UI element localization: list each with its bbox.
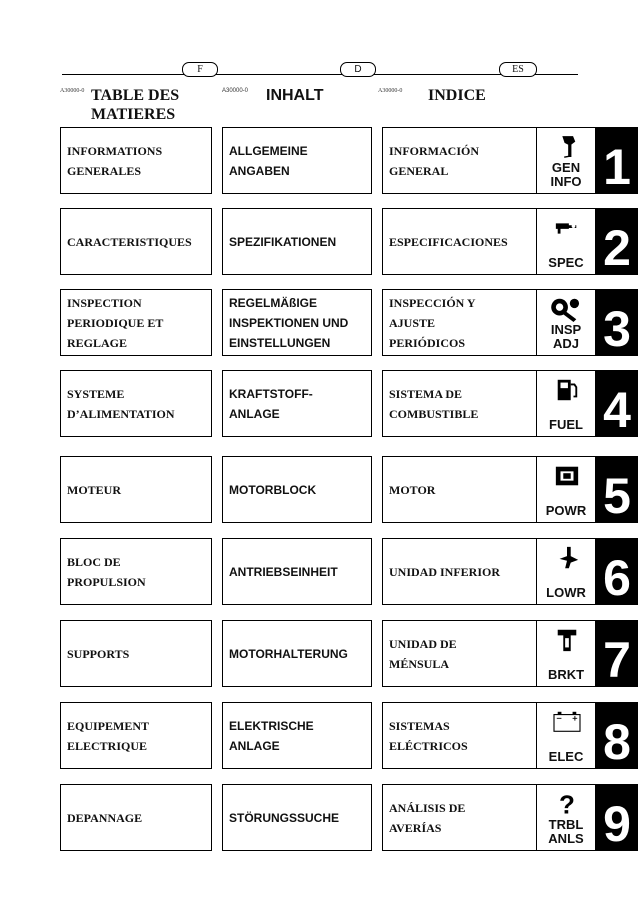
section-abbreviation: POWR xyxy=(545,503,587,518)
chapter-tab xyxy=(596,702,638,769)
code-de: A30000-0 xyxy=(222,88,249,94)
chapter-tab xyxy=(596,370,638,437)
section-abbreviation: BRKT xyxy=(547,667,585,682)
toc-entry-label: ANÁLISIS DE AVERÍAS xyxy=(389,800,466,835)
toc-entry-label: MOTORHALTERUNG xyxy=(229,646,348,661)
title-fr: TABLE DES MATIERES xyxy=(91,87,180,123)
section-abbreviation: ELEC xyxy=(548,749,584,764)
toc-entry-label: ESPECIFICACIONES xyxy=(389,234,508,249)
toc-entry-es xyxy=(382,620,596,687)
toc-entry-fr xyxy=(60,456,212,523)
toc-entry-label: KRAFTSTOFF- ANLAGE xyxy=(229,386,313,421)
toc-entry-fr xyxy=(60,370,212,437)
toc-entry-label: SYSTEME D’ALIMENTATION xyxy=(67,386,175,421)
section-abbreviation: GEN INFO xyxy=(550,160,582,189)
chapter-tab xyxy=(596,538,638,605)
chapter-number: 6 xyxy=(603,550,631,606)
toc-entry-de xyxy=(222,538,372,605)
question-mark-icon xyxy=(547,791,587,817)
battery-icon xyxy=(547,709,587,735)
section-icon-box xyxy=(536,702,596,769)
toc-entry-es xyxy=(382,370,596,437)
chapter-number: 3 xyxy=(603,301,631,357)
toc-entry-fr xyxy=(60,127,212,194)
section-icon-box xyxy=(536,127,596,194)
toc-entry-es xyxy=(382,289,596,356)
section-icon-box xyxy=(536,289,596,356)
engine-icon xyxy=(547,463,587,489)
section-abbreviation: TRBL ANLS xyxy=(548,817,584,846)
toc-entry-label: STÖRUNGSSUCHE xyxy=(229,810,340,825)
toc-entry-label: UNIDAD INFERIOR xyxy=(389,564,501,579)
toc-entry-de xyxy=(222,127,372,194)
toc-entry-label: SPEZIFIKATIONEN xyxy=(229,234,337,249)
toc-entry-de xyxy=(222,620,372,687)
toc-entry-label: SUPPORTS xyxy=(67,646,130,661)
chapter-number: 8 xyxy=(603,714,631,770)
toc-entry-label: DEPANNAGE xyxy=(67,810,143,825)
section-icon-box xyxy=(536,456,596,523)
toc-entry-label: INSPECCIÓN Y AJUSTE PERIÓDICOS xyxy=(389,295,476,350)
toc-entry-fr xyxy=(60,289,212,356)
chapter-number: 9 xyxy=(603,796,631,852)
bracket-icon xyxy=(547,627,587,653)
toc-entry-es xyxy=(382,456,596,523)
toc-entry-label: SISTEMAS ELÉCTRICOS xyxy=(389,718,468,753)
toc-entry-label: UNIDAD DE MÉNSULA xyxy=(389,636,457,671)
wrench-icon xyxy=(547,296,587,322)
section-abbreviation: INSP ADJ xyxy=(550,322,582,351)
caliper-icon xyxy=(547,215,587,241)
section-icon-box xyxy=(536,370,596,437)
toc-entry-es xyxy=(382,538,596,605)
toc-entry-label: INFORMACIÓN GENERAL xyxy=(389,143,479,178)
toc-entry-label: MOTORBLOCK xyxy=(229,482,317,497)
toc-entry-de xyxy=(222,370,372,437)
chapter-tab xyxy=(596,784,638,851)
toc-entry-es xyxy=(382,127,596,194)
toc-entry-fr xyxy=(60,538,212,605)
section-icon-box xyxy=(536,538,596,605)
code-es: A30000-0 xyxy=(378,88,403,94)
chapter-tab xyxy=(596,289,638,356)
chapter-number: 2 xyxy=(603,220,631,276)
section-icon-box xyxy=(536,208,596,275)
chapter-number: 7 xyxy=(603,632,631,688)
title-de: INHALT xyxy=(266,87,324,104)
section-icon-box xyxy=(536,784,596,851)
lang-tab-es: ES xyxy=(499,62,537,77)
svg-text:?: ? xyxy=(559,791,575,817)
toc-entry-de xyxy=(222,289,372,356)
section-abbreviation: LOWR xyxy=(546,585,586,600)
chapter-number: 4 xyxy=(603,382,631,438)
toc-entry-fr xyxy=(60,702,212,769)
toc-entry-label: ALLGEMEINE ANGABEN xyxy=(229,143,308,178)
fuel-pump-icon xyxy=(547,377,587,403)
title-es: INDICE xyxy=(428,87,486,104)
toc-entry-es xyxy=(382,784,596,851)
toc-entry-de xyxy=(222,456,372,523)
toc-entry-fr xyxy=(60,620,212,687)
toc-entry-label: MOTOR xyxy=(389,482,436,497)
toc-entry-label: MOTEUR xyxy=(67,482,121,497)
toc-entry-fr xyxy=(60,784,212,851)
toc-entry-label: CARACTERISTIQUES xyxy=(67,234,192,249)
section-abbreviation: FUEL xyxy=(549,417,583,432)
toc-entry-label: INFORMATIONS GENERALES xyxy=(67,143,163,178)
toc-entry-label: INSPECTION PERIODIQUE ET REGLAGE xyxy=(67,295,164,350)
lang-tab-f: F xyxy=(182,62,218,77)
chapter-tab xyxy=(596,127,638,194)
chapter-tab xyxy=(596,208,638,275)
chapter-number: 5 xyxy=(603,468,631,524)
chapter-tab xyxy=(596,456,638,523)
toc-entry-label: ELEKTRISCHE ANLAGE xyxy=(229,718,314,753)
section-abbreviation: SPEC xyxy=(548,255,584,270)
toc-entry-de xyxy=(222,784,372,851)
lower-unit-icon xyxy=(547,545,587,571)
section-icon-box xyxy=(536,620,596,687)
outboard-motor-icon xyxy=(547,134,587,160)
toc-entry-label: EQUIPEMENT ELECTRIQUE xyxy=(67,718,150,753)
chapter-tab xyxy=(596,620,638,687)
chapter-number: 1 xyxy=(603,139,631,195)
toc-entry-label: BLOC DE PROPULSION xyxy=(67,554,146,589)
toc-entry-de xyxy=(222,208,372,275)
toc-entry-fr xyxy=(60,208,212,275)
toc-entry-es xyxy=(382,702,596,769)
code-fr: A30000-0 xyxy=(60,88,85,94)
toc-entry-label: ANTRIEBSEINHEIT xyxy=(229,564,338,579)
toc-entry-de xyxy=(222,702,372,769)
toc-entry-es xyxy=(382,208,596,275)
lang-tab-d: D xyxy=(340,62,376,77)
toc-entry-label: SISTEMA DE COMBUSTIBLE xyxy=(389,386,479,421)
toc-entry-label: REGELMÄßIGE INSPEKTIONEN UND EINSTELLUNGEN xyxy=(229,295,349,350)
